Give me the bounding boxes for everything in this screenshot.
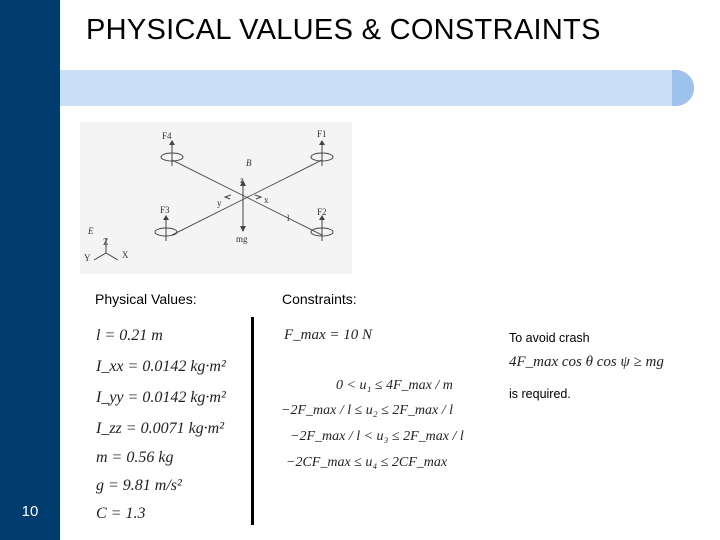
label-arm: l: [287, 213, 290, 223]
label-f1: F1: [317, 129, 327, 139]
pv-izz: I_zz = 0.0071 kg·m²: [96, 420, 225, 437]
cs-fmax: F_max = 10 N: [284, 327, 373, 343]
label-z-earth: Z: [103, 237, 109, 247]
slide-title: PHYSICAL VALUES & CONSTRAINTS: [86, 14, 601, 46]
pv-arm-length: l = 0.21 m: [96, 327, 163, 344]
label-f3: F3: [160, 205, 170, 215]
label-weight: mg: [236, 234, 248, 244]
pv-iyy: I_yy = 0.0142 kg·m²: [96, 389, 226, 406]
physical-values-heading: Physical Values:: [95, 291, 197, 307]
label-body-frame: B: [246, 158, 252, 168]
label-x-earth: X: [122, 250, 129, 260]
label-f2: F2: [317, 207, 327, 217]
column-divider: [251, 317, 254, 525]
label-y-body: y: [217, 198, 222, 208]
label-y-earth: Y: [84, 253, 91, 263]
cs-u1: 0 < u₁ ≤ 4F_max / m: [336, 378, 453, 393]
crash-note-inequality: 4F_max cos θ cos ψ ≥ mg: [509, 354, 664, 370]
crash-note-line2: is required.: [509, 387, 571, 401]
slide-number: 10: [21, 503, 39, 520]
label-x-body: x: [264, 195, 269, 205]
pv-c: C = 1.3: [96, 505, 146, 522]
label-z-body: z: [240, 175, 244, 185]
cs-u3: −2F_max / l < u₃ ≤ 2F_max / l: [290, 429, 464, 444]
label-f4: F4: [162, 131, 172, 141]
cs-u2: −2F_max / l ≤ u₂ ≤ 2F_max / l: [281, 403, 453, 418]
constraints-heading: Constraints:: [282, 291, 357, 307]
cs-u4: −2CF_max ≤ u₄ ≤ 2CF_max: [286, 455, 448, 470]
sidebar: [0, 0, 60, 540]
crash-note-line1: To avoid crash: [509, 331, 590, 345]
pv-mass: m = 0.56 kg: [96, 449, 174, 466]
title-bar: [60, 70, 694, 106]
quadrotor-diagram: [80, 122, 352, 274]
diagram-background: [80, 122, 352, 274]
title-bar-tip: [672, 70, 694, 106]
pv-ixx: I_xx = 0.0142 kg·m²: [96, 358, 226, 375]
pv-gravity: g = 9.81 m/s²: [96, 477, 182, 494]
label-earth-frame: E: [88, 226, 94, 236]
